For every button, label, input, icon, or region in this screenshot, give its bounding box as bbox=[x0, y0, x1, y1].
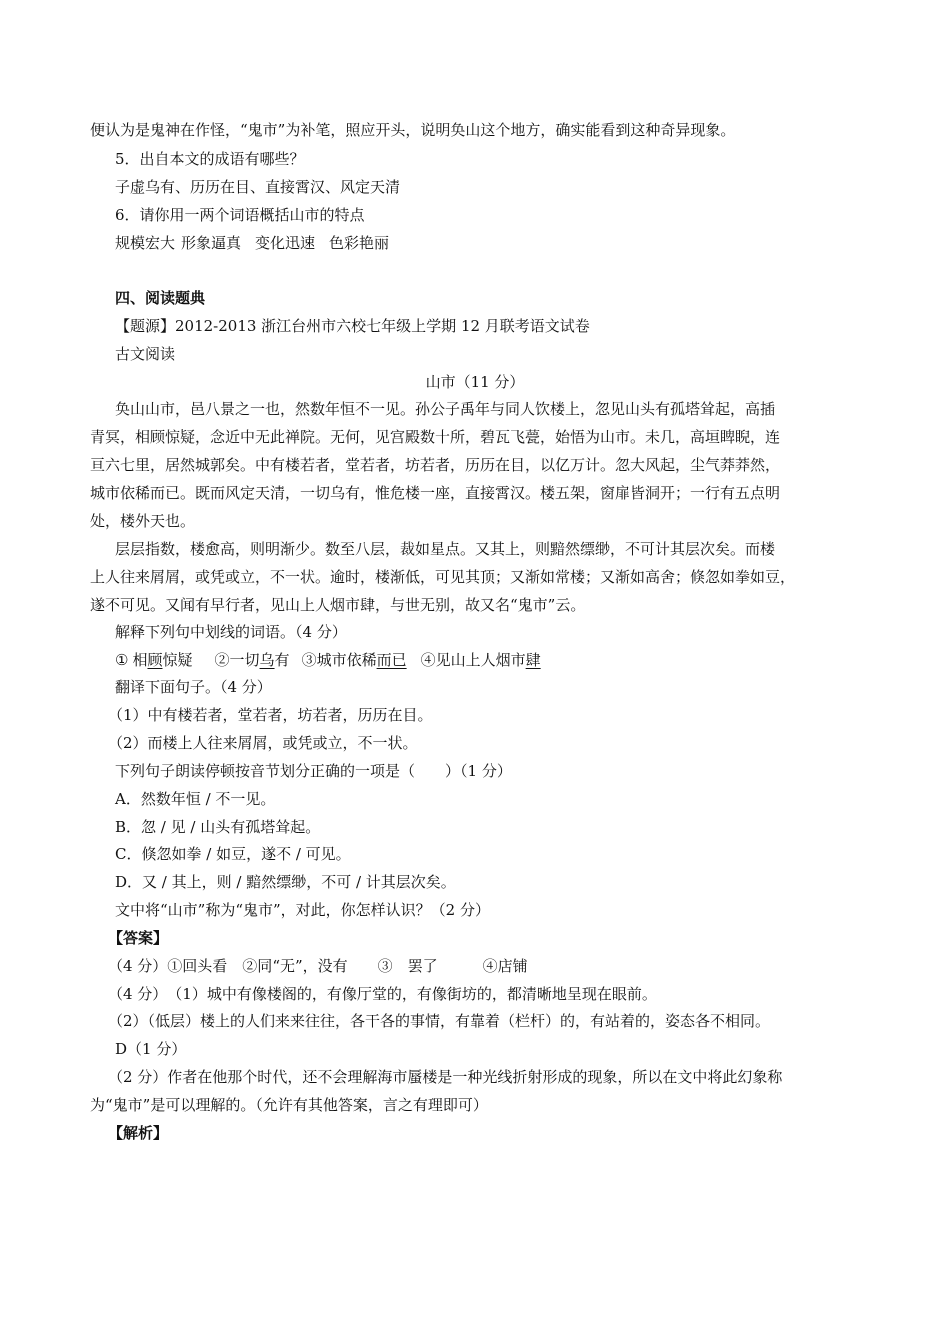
question-4: 文中将“山市”称为“鬼市”，对此，你怎样认识？（2 分） bbox=[115, 901, 490, 919]
analysis-label: 【解析】 bbox=[108, 1124, 169, 1142]
answer-label: 【答案】 bbox=[108, 929, 169, 947]
answer-6-item: 形象逼真 bbox=[181, 234, 242, 252]
underlined-word: 乌 bbox=[259, 651, 275, 669]
underlined-word: 顾 bbox=[147, 651, 163, 669]
item-num: ④ bbox=[420, 651, 436, 669]
passage-line: 亘六七里，居然城郭矣。中有楼若者，堂若者，坊若者，历历在目，以亿万计。忽大风起，尘气莽莽然， bbox=[90, 456, 781, 474]
passage-line: 层层指数，楼愈高，则明渐少。数至八层，裁如星点。又其上，则黯然缥缈，不可计其层次矣。而楼 bbox=[115, 540, 776, 558]
answer-5: 子虚乌有、历历在目、直接霄汉、风定天清 bbox=[115, 178, 401, 196]
underlined-word: 肆 bbox=[525, 651, 541, 669]
answer-line: 为“鬼市”是可以理解的。（允许有其他答案，言之有理即可） bbox=[90, 1096, 488, 1114]
answer-line: （4 分）①回头看 ②同“无”，没有 ③ 罢了 ④店铺 bbox=[108, 957, 528, 975]
question-2-sentence: （1）中有楼若者，堂若者，坊若者，历历在目。 bbox=[108, 706, 433, 724]
passage-line: 青冥，相顾惊疑，念近中无此禅院。无何，见宫殿数十所，碧瓦飞甍，始悟为山市。未几，高垣睥睨，连 bbox=[90, 428, 781, 446]
item-text: 城市依稀 bbox=[316, 651, 377, 669]
answer-line: （2 分）作者在他那个时代，还不会理解海市蜃楼是一种光线折射形成的现象，所以在文中将此幻象称 bbox=[108, 1068, 783, 1086]
option-a: A．然数年恒 / 不一见。 bbox=[115, 790, 276, 808]
passage-title: 山市（11 分） bbox=[425, 373, 525, 391]
question-2: 翻译下面句子。（4 分） bbox=[115, 678, 272, 696]
passage-line: 遂不可见。又闻有早行者，见山上人烟市肆，与世无别，故又名“鬼市”云。 bbox=[90, 596, 586, 614]
option-c: C．倏忽如拳 / 如豆，遂不 / 可见。 bbox=[115, 845, 351, 863]
passage-line: 城市依稀而已。既而风定天清，一切乌有，惟危楼一座，直接霄汉。楼五架，窗扉皆洞开；一行有五点明 bbox=[90, 484, 781, 502]
passage-line: 处，楼外天也。 bbox=[90, 512, 196, 530]
item-num: ② bbox=[214, 651, 230, 669]
question-5: 5．出自本文的成语有哪些？ bbox=[115, 150, 305, 168]
text-line: 便认为是鬼神在作怪，“鬼市”为补笔，照应开头，说明奂山这个地方，确实能看到这种奇异现象。 bbox=[90, 121, 736, 139]
question-2-sentence: （2）而楼上人往来屑屑，或凭或立，不一状。 bbox=[108, 734, 418, 752]
option-d: D．又 / 其上，则 / 黯然缥缈，不可 / 计其层次矣。 bbox=[115, 873, 456, 891]
source-line: 【题源】2012-2013 浙江台州市六校七年级上学期 12 月联考语文试卷 bbox=[115, 317, 590, 335]
answer-line: （2）（低层）楼上的人们来来往往，各干各的事情，有靠着（栏杆）的，有站着的，姿态各不相同。 bbox=[108, 1012, 771, 1030]
item-num: ③ bbox=[301, 651, 317, 669]
answer-6-item: 规模宏大 bbox=[115, 234, 176, 252]
underlined-word: 而已 bbox=[376, 651, 407, 669]
item-text: 一切 bbox=[229, 651, 260, 669]
question-3: 下列句子朗读停顿按音节划分正确的一项是（ ）（1 分） bbox=[115, 762, 512, 780]
question-1: 解释下列句中划线的词语。（4 分） bbox=[115, 623, 347, 641]
item-text: 见山上人烟市 bbox=[435, 651, 526, 669]
passage-line: 上人往来屑屑，或凭或立，不一状。逾时，楼渐低，可见其顶；又渐如常楼；又渐如高舍；倏忽如拳如豆， bbox=[90, 568, 796, 586]
item-text: 惊疑 bbox=[162, 651, 193, 669]
item-num: ① bbox=[115, 651, 129, 669]
answer-6 bbox=[115, 233, 895, 253]
item-text: 有 bbox=[274, 651, 290, 669]
section-heading: 四、阅读题典 bbox=[115, 289, 206, 307]
answer-6-item: 色彩艳丽 bbox=[329, 234, 390, 252]
passage-line: 奂山山市，邑八景之一也，然数年恒不一见。孙公子禹年与同人饮楼上，忽见山头有孤塔耸起，高插 bbox=[115, 400, 776, 418]
answer-line: （4 分） （1）城中有像楼阁的，有像厅堂的，有像街坊的，都清晰地呈现在眼前。 bbox=[108, 985, 657, 1003]
answer-line: D（1 分） bbox=[115, 1040, 187, 1058]
answer-6-item: 变化迅速 bbox=[255, 234, 316, 252]
question-6: 6．请你用一两个词语概括山市的特点 bbox=[115, 206, 365, 224]
sub-heading: 古文阅读 bbox=[115, 345, 176, 363]
question-1-items bbox=[115, 650, 895, 670]
item-text: 相 bbox=[132, 651, 148, 669]
option-b: B．忽 / 见 / 山头有孤塔耸起。 bbox=[115, 818, 321, 836]
